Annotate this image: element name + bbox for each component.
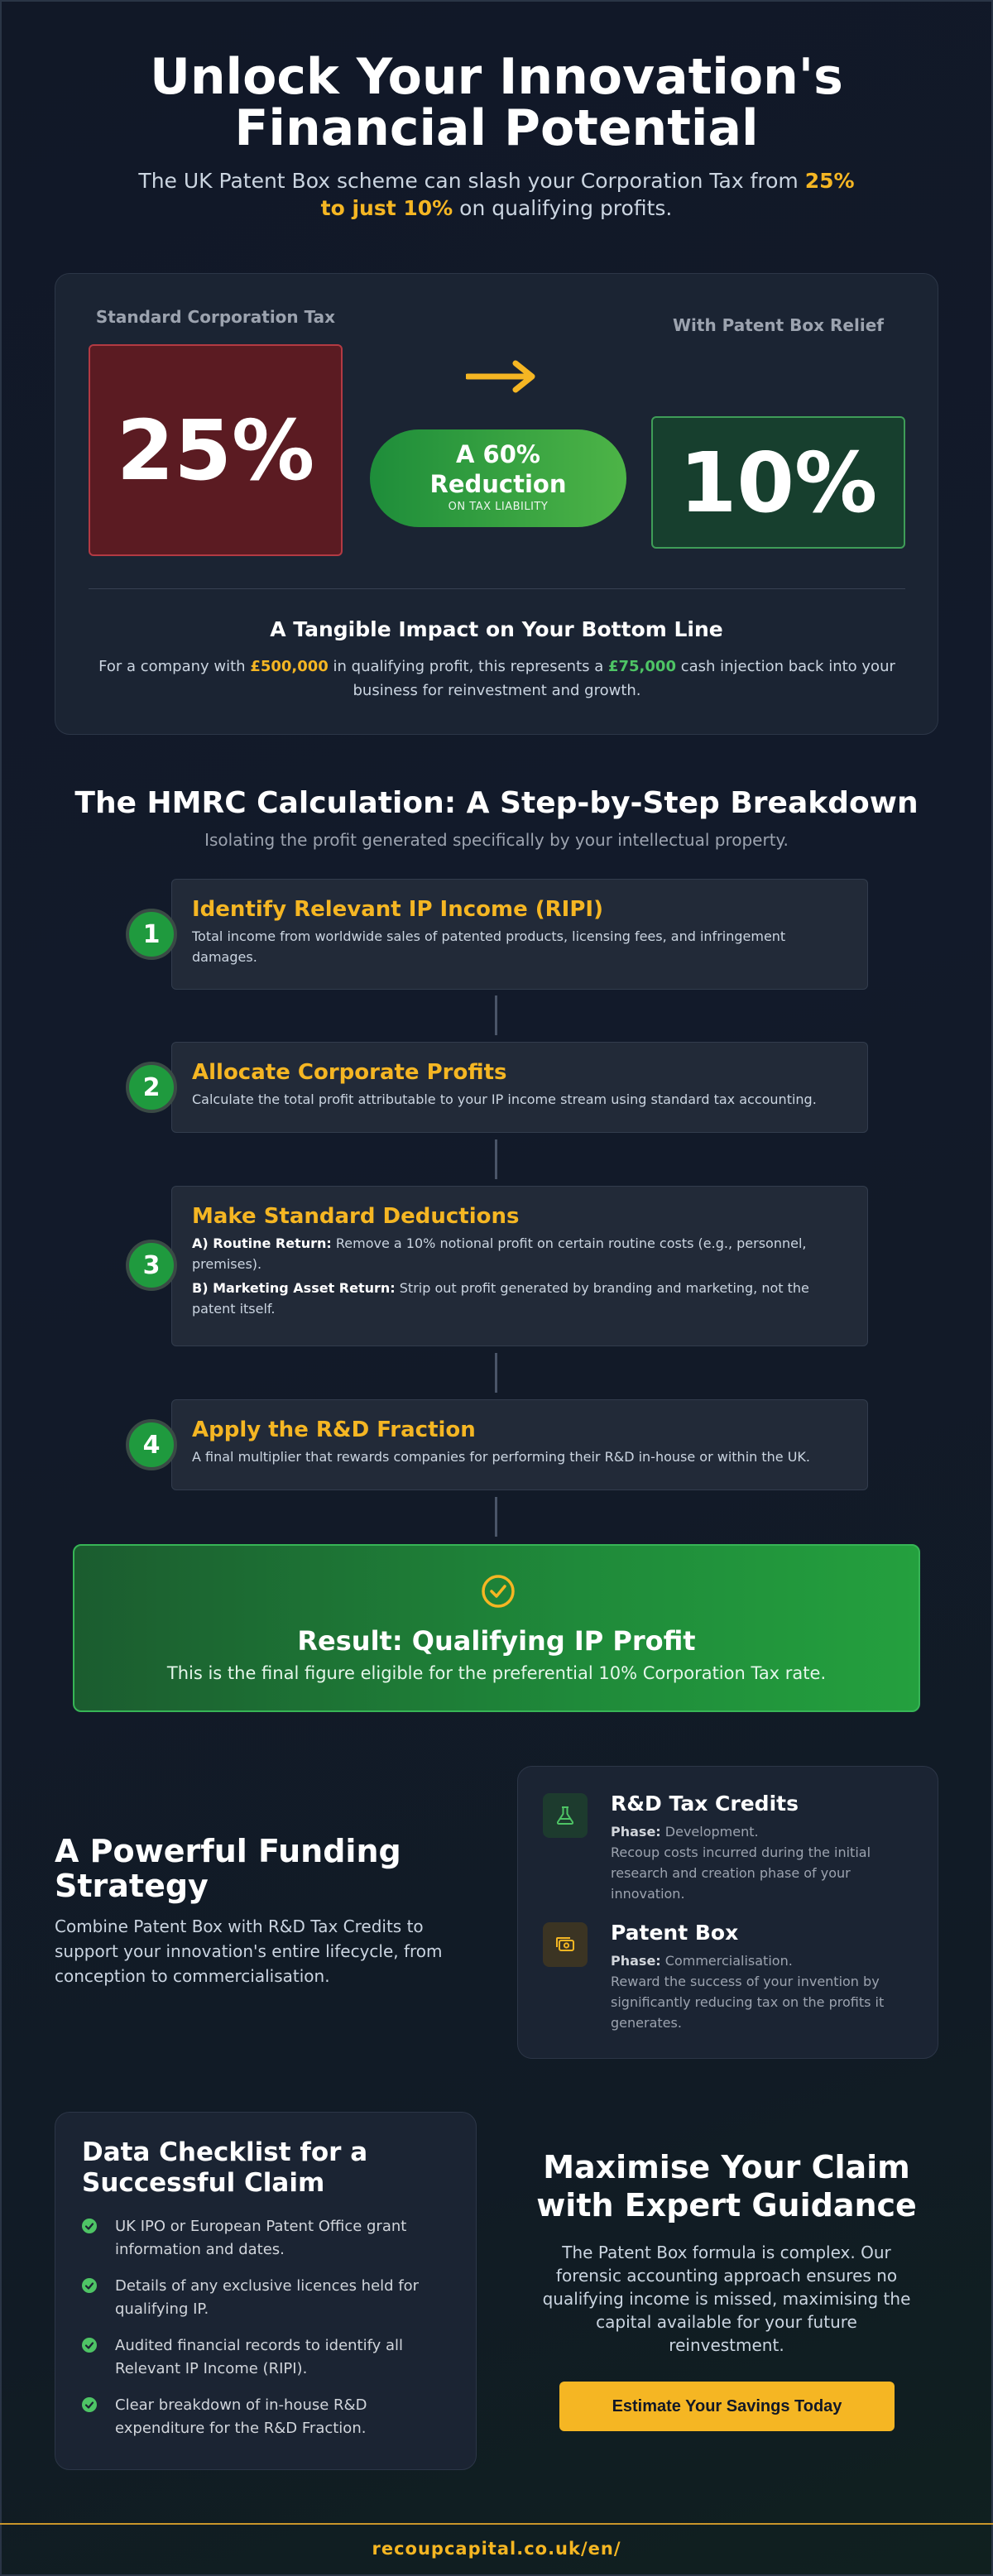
check-circle-icon [481,1574,516,1609]
footer-url-link[interactable]: recoupcapital.co.uk/en/ [372,2539,621,2559]
step-card-4 [171,1399,868,1490]
patent-box-text [611,1950,917,2033]
funding-title: A Powerful Funding Strategy [55,1833,401,1904]
checklist-item [82,2215,446,2262]
hero-subtitle [124,167,869,222]
step-connector [495,1497,497,1537]
hero-title-line-2: Financial Potential [234,99,759,157]
step-number-2: 2 [126,1062,177,1113]
step-card-2 [171,1042,868,1133]
step-description: Calculate the total profit attributable to your IP income stream using standard tax accounting. [192,1091,817,1107]
impact-text-end: cash injection back into your business for reinvestment and growth. [353,658,895,699]
routine-return-label: A) Routine Return: [192,1235,332,1251]
step-number-3: 3 [126,1240,177,1291]
check-icon [82,2397,97,2412]
tax-comparison-card [55,273,938,735]
step-connector [495,1353,497,1393]
estimate-savings-button[interactable]: Estimate Your Savings Today [559,2382,895,2431]
checklist-card [55,2112,477,2470]
funding-card [517,1766,938,2059]
hero-title [0,48,993,157]
impact-text-mid: in qualifying profit, this represents a [328,658,608,675]
phase-value: Commercialisation. [660,1953,793,1969]
check-icon [82,2278,97,2293]
step-connector [495,995,497,1035]
step-description: Total income from worldwide sales of patented products, licensing fees, and infringement damages. [192,928,786,965]
hero-subtitle-highlight: 25% to just 10% [320,169,855,220]
reduction-word: Reduction [429,470,567,498]
step-description-a [192,1233,847,1274]
checklist-item [82,2275,446,2321]
step-title: Apply the R&D Fraction [192,1418,476,1442]
hero-subtitle-end: on qualifying profits. [453,196,673,220]
cta-title: Maximise Your Claim with Expert Guidance [536,2149,917,2223]
step-number-4: 4 [126,1419,177,1470]
checklist-title: Data Checklist for a Successful Claim [82,2137,368,2198]
checklist-item [82,2394,446,2440]
calculation-subtitle: Isolating the profit generated specifically by your intellectual property. [204,830,789,850]
step-description-b [192,1278,847,1319]
impact-title: A Tangible Impact on Your Bottom Line [270,617,723,641]
patent-box-description: Reward the success of your invention by significantly reducing tax on the profits it generates. [611,1974,885,2031]
checklist-item-text: Details of any exclusive licences held for qualifying IP. [115,2277,420,2318]
checklist-item [82,2334,446,2381]
check-icon [82,2219,97,2233]
cta-text: The Patent Box formula is complex. Our forensic accounting approach ensures no qualifying income is missed, maximising the capital available for your future reinvestment. [542,2243,911,2355]
hero-section [0,48,993,222]
impact-text-start: For a company with [98,658,251,675]
phase-value: Development. [660,1824,759,1840]
step-card-3 [171,1186,868,1346]
rd-credits-title: R&D Tax Credits [611,1792,799,1816]
relief-label: With Patent Box Relief [673,315,884,335]
rd-credits-description: Recoup costs incurred during the initial research and creation phase of your innovation. [611,1844,871,1902]
divider [89,588,905,589]
standard-tax-label: Standard Corporation Tax [95,307,336,327]
step-card-1 [171,879,868,990]
calculation-title: The HMRC Calculation: A Step-by-Step Breakdown [74,786,919,820]
footer-divider [0,2523,993,2525]
funding-text: Combine Patent Box with R&D Tax Credits to support your innovation's entire lifecycle, from conception to commercialisation. [55,1916,443,1986]
patent-box-title: Patent Box [611,1921,739,1945]
step-title: Identify Relevant IP Income (RIPI) [192,897,603,922]
step-connector [495,1139,497,1179]
impact-text [89,655,905,703]
flask-icon [543,1793,588,1838]
impact-saving: £75,000 [607,658,676,675]
step-title: Make Standard Deductions [192,1204,520,1229]
phase-label: Phase: [611,1953,661,1969]
result-title: Result: Qualifying IP Profit [297,1625,696,1657]
routine-return-text: Remove a 10% notional profit on certain routine costs (e.g., personnel, premises). [192,1235,807,1272]
relief-rate-box: 10% [651,416,905,549]
result-text: This is the final figure eligible for the preferential 10% Corporation Tax rate. [166,1663,827,1683]
hero-title-line-1: Unlock Your Innovation's [150,48,843,106]
checklist-item-text: UK IPO or European Patent Office grant information and dates. [115,2218,407,2258]
impact-profit: £500,000 [250,658,329,675]
standard-rate-box: 25% [89,344,343,556]
marketing-return-text: Strip out profit generated by branding and marketing, not the patent itself. [192,1280,809,1317]
reduction-pill [370,429,626,527]
check-icon [82,2338,97,2353]
checklist-item-text: Audited financial records to identify all Relevant IP Income (RIPI). [115,2337,404,2377]
step-title: Allocate Corporate Profits [192,1060,507,1085]
step-number-1: 1 [126,909,177,960]
marketing-return-label: B) Marketing Asset Return: [192,1280,396,1296]
result-box [73,1544,920,1712]
money-icon [543,1922,588,1967]
reduction-percent: A 60% [456,440,540,468]
hero-subtitle-text: The UK Patent Box scheme can slash your Corporation Tax from [138,169,805,193]
checklist-item-text: Clear breakdown of in-house R&D expenditure for the R&D Fraction. [115,2396,367,2437]
arrow-right-icon [466,360,537,393]
step-description: A final multiplier that rewards companies for performing their R&D in-house or within the UK. [192,1449,810,1465]
phase-label: Phase: [611,1824,661,1840]
rd-credits-text [611,1821,917,1904]
reduction-subtext: ON TAX LIABILITY [448,501,549,513]
